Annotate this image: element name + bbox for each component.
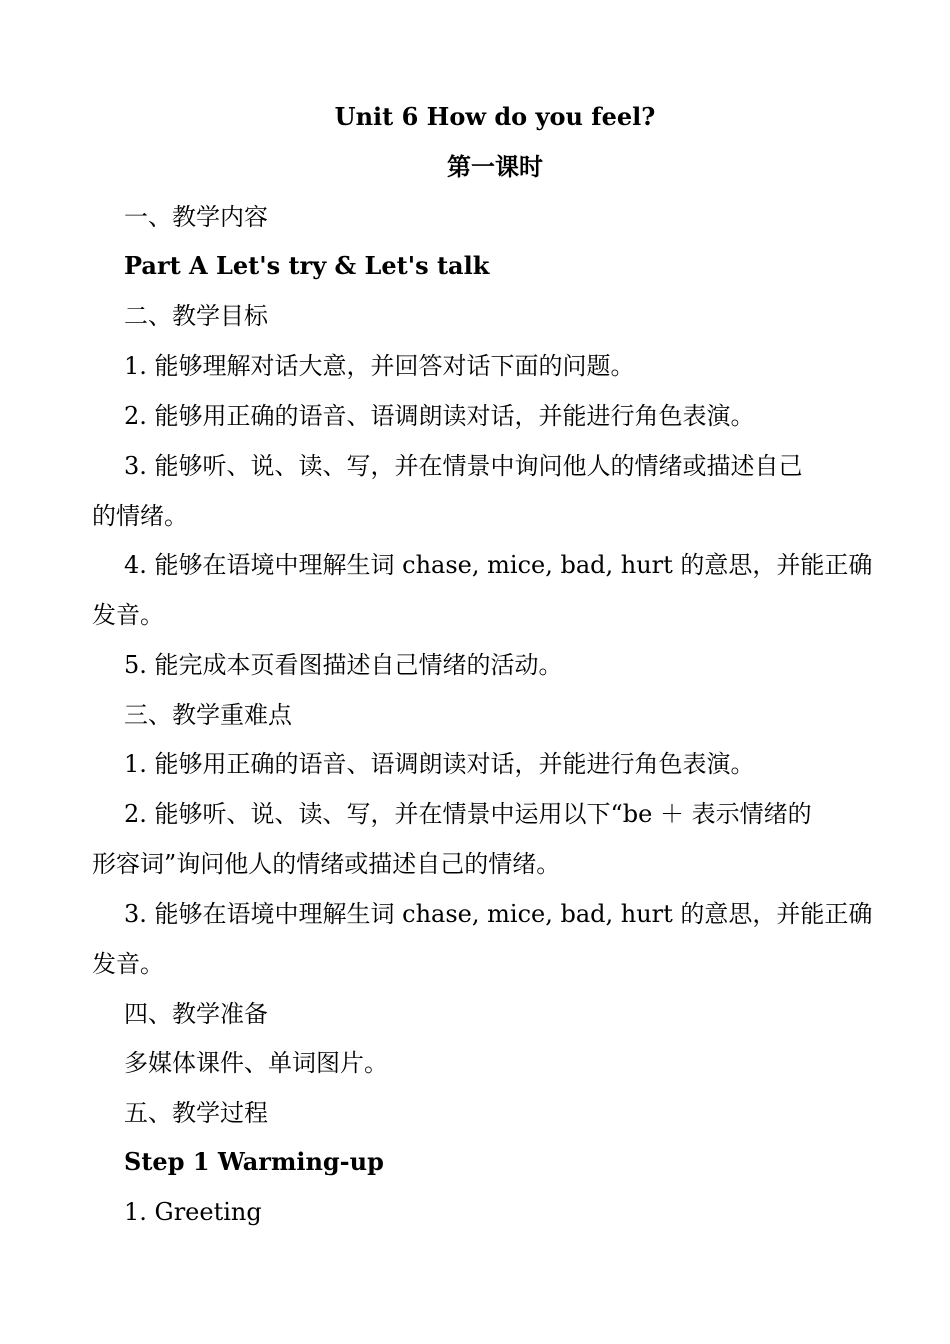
lesson-subtitle: 第一课时 [447, 152, 543, 181]
goal-line: 4. 能够在语境中理解生词 chase, mice, bad, hurt 的意思，并能正确 [124, 551, 873, 579]
step-item: 1. Greeting [124, 1198, 262, 1226]
section-heading-prep: 四、教学准备 [124, 1000, 268, 1028]
section-heading-content: 一、教学内容 [124, 203, 268, 231]
step-heading: Step 1 Warming-up [124, 1147, 384, 1176]
goal-line: 发音。 [92, 601, 164, 629]
goal-line: 2. 能够用正确的语音、语调朗读对话，并能进行角色表演。 [124, 402, 755, 430]
goal-line: 1. 能够理解对话大意，并回答对话下面的问题。 [124, 352, 635, 380]
goal-line: 3. 能够听、说、读、写，并在情景中询问他人的情绪或描述自己 [124, 452, 803, 480]
keypoint-line: 2. 能够听、说、读、写，并在情景中运用以下“be ＋ 表示情绪的 [124, 800, 812, 828]
prep-text: 多媒体课件、单词图片。 [124, 1049, 388, 1077]
unit-title: Unit 6 How do you feel? [334, 102, 656, 131]
keypoint-line: 发音。 [92, 950, 164, 978]
section-heading-process: 五、教学过程 [124, 1099, 268, 1127]
goal-line: 的情绪。 [92, 502, 188, 530]
keypoint-line: 1. 能够用正确的语音、语调朗读对话，并能进行角色表演。 [124, 750, 755, 778]
section-heading-keypoints: 三、教学重难点 [124, 701, 292, 729]
goal-line: 5. 能完成本页看图描述自己情绪的活动。 [124, 651, 563, 679]
keypoint-line: 形容词”询问他人的情绪或描述自己的情绪。 [92, 850, 561, 878]
keypoint-line: 3. 能够在语境中理解生词 chase, mice, bad, hurt 的意思，并能正确 [124, 900, 873, 928]
section-heading-goals: 二、教学目标 [124, 302, 268, 330]
content-text: Part A Let's try & Let's talk [124, 251, 490, 280]
